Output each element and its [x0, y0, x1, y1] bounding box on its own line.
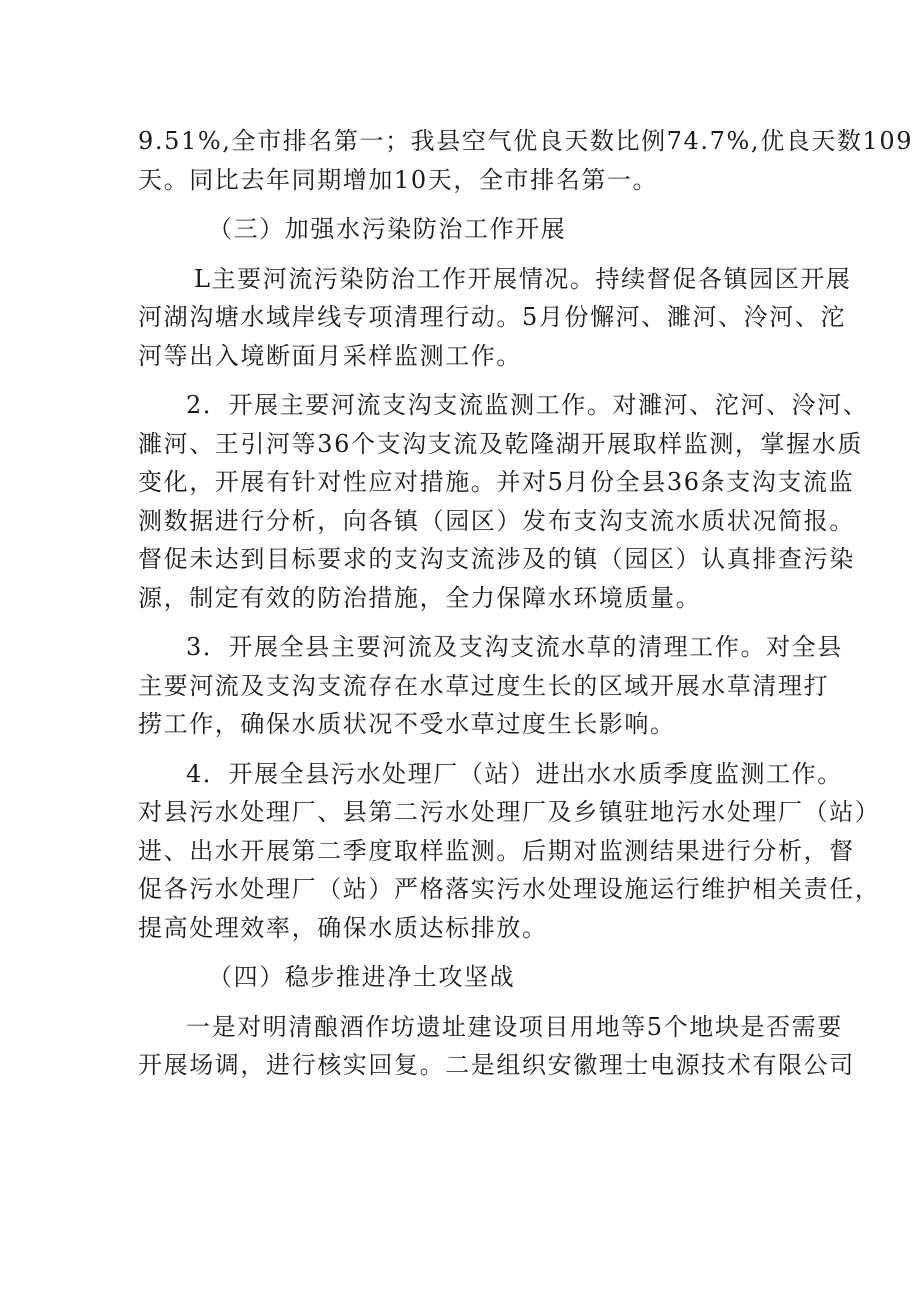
paragraph-line: 天。同比去年同期增加10天，全市排名第一。 [138, 165, 659, 194]
paragraph-line: L主要河流污染防治工作开展情况。持续督促各镇园区开展 [194, 264, 852, 293]
paragraph-line: 4．开展全县污水处理厂（站）进出水水质季度监测工作。 [186, 759, 843, 788]
paragraph-line: 濉河、王引河等36个支沟支流及乾隆湖开展取样监测，掌握水质 [138, 429, 863, 458]
paragraph-line: 对县污水处理厂、县第二污水处理厂及乡镇驻地污水处理厂（站） [138, 798, 881, 826]
paragraph-line: 进、出水开展第二季度取样监测。后期对监测结果进行分析，督 [138, 836, 855, 865]
paragraph-line: 开展场调，进行核实回复。二是组织安徽理士电源技术有限公司 [138, 1051, 855, 1079]
paragraph-line: 变化，开展有针对性应对措施。并对5月份全县36条支沟支流监 [138, 468, 855, 496]
paragraph-line: 河等出入境断面月采样监测工作。 [138, 341, 522, 370]
paragraph-line: 源，制定有效的防治措施，全力保障水环境质量。 [138, 583, 702, 612]
paragraph-line: 2．开展主要河流支沟支流监测工作。对濉河、沱河、泠河、 [186, 391, 869, 419]
paragraph-line: 督促未达到目标要求的支沟支流涉及的镇（园区）认真排查污染 [138, 545, 855, 573]
paragraph-line: 促各污水处理厂（站）严格落实污水处理设施运行维护相关责任， [138, 875, 881, 903]
paragraph-line: 9.51%,全市排名第一；我县空气优良天数比例74.7%,优良天数109 [138, 127, 914, 155]
section-heading: （三）加强水污染防治工作开展 [208, 215, 567, 243]
paragraph-line: 主要河流及支沟支流存在水草过度生长的区域开展水草清理打 [138, 671, 830, 700]
paragraph-line: 一是对明清酿酒作坊遗址建设项目用地等5个地块是否需要 [186, 1012, 843, 1041]
paragraph-line: 测数据进行分析，向各镇（园区）发布支沟支流水质状况简报。 [138, 506, 855, 535]
paragraph-line: 捞工作，确保水质状况不受水草过度生长影响。 [138, 710, 676, 738]
paragraph-line: 3．开展全县主要河流及支沟支流水草的清理工作。对全县 [186, 633, 843, 661]
paragraph-line: 河湖沟塘水域岸线专项清理行动。5月份懈河、濉河、泠河、沱 [138, 303, 847, 331]
document-body [138, 122, 914, 1085]
section-heading: （四）稳步推进净土攻坚战 [208, 963, 516, 991]
paragraph-line: 提高处理效率，确保水质达标排放。 [138, 913, 548, 942]
